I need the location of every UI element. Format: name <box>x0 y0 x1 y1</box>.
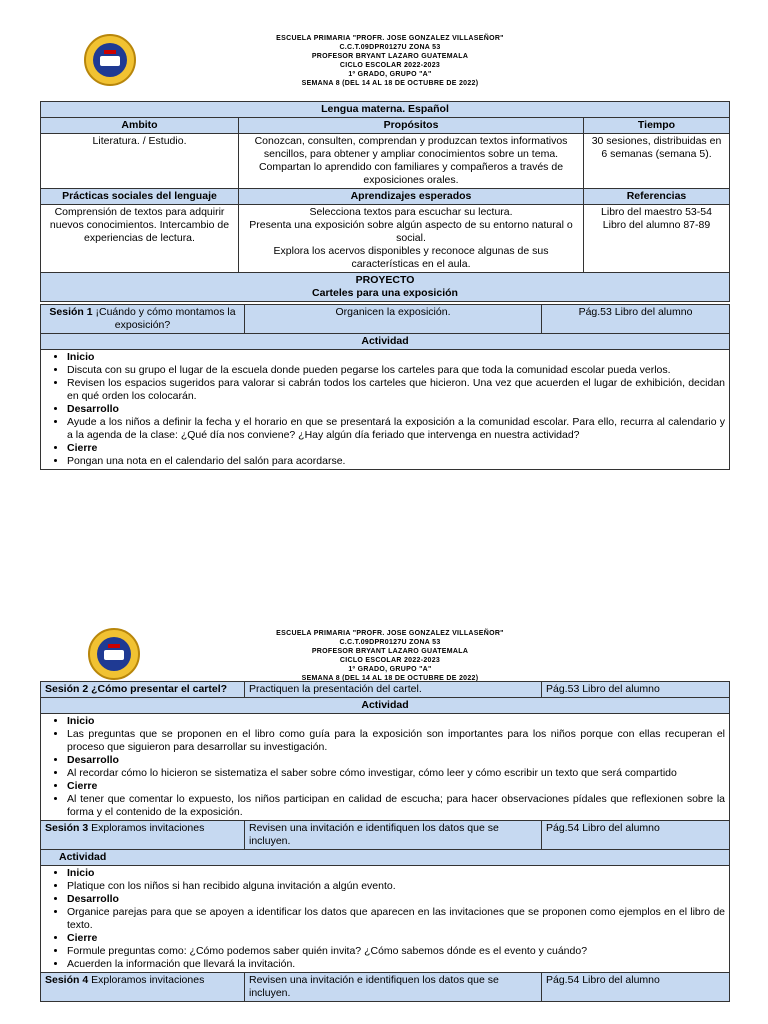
proposito-1: Conozcan, consulten, comprendan y produzcan textos informativos sencillos, para obtener y ampliar conocimientos sobre un tema. <box>254 135 568 160</box>
activity-item: • Ayude a los niños a definir la fecha y el horario en que se presentará la exposición a la comunidad escolar. Para ello, recurra al calendario y a la agenda de la clase: ¿Qué día nos conviene? ¿Hay algún día feriado que intervenga en nuestra actividad? <box>67 416 725 442</box>
cct: C.C.T.09DPR0127U ZONA 53 <box>339 639 441 646</box>
activity-phase: • Desarrollo <box>67 893 725 906</box>
activity-list <box>41 714 730 821</box>
activity-phase: • Desarrollo <box>67 754 725 767</box>
session-4-label: Sesión 4 <box>45 974 89 986</box>
activity-phase: • Cierre <box>67 932 725 945</box>
aprendizajes-header: Aprendizajes esperados <box>239 189 584 205</box>
activity-item: • Discuta con su grupo el lugar de la escuela donde pueden pegarse los carteles para que toda la comunidad escolar pueda verlos. <box>67 364 725 377</box>
activity-item: • Al recordar cómo lo hicieron se sistematiza el saber sobre cómo investigar, cómo leer y cómo escribir un texto que será compartido <box>67 767 725 780</box>
session-4-ref: Pág.54 Libro del alumno <box>542 973 730 1002</box>
activity-item: • Revisen los espacios sugeridos para valorar si cabrán todos los carteles que hicieron. Una vez que acuerden el lugar de exhibición, decidan en qué orden los colocarán. <box>67 377 725 403</box>
page-2 <box>0 620 768 1024</box>
activity-item: • Pongan una nota en el calendario del salón para acordarse. <box>67 455 725 468</box>
activity-phase: • Desarrollo <box>67 403 725 416</box>
grade: 1º GRADO, GRUPO "A" <box>348 666 432 673</box>
practicas-header: Prácticas sociales del lenguaje <box>41 189 239 205</box>
session-2-table <box>40 681 730 1002</box>
activity-item: • Acuerden la información que llevará la invitación. <box>67 958 725 971</box>
cct: C.C.T.09DPR0127U ZONA 53 <box>339 44 441 51</box>
proposito-2: Compartan lo aprendido con familiares y compañeros a través de exposiciones orales. <box>258 161 564 186</box>
page-header <box>180 629 600 683</box>
actividad-header: Actividad <box>41 698 730 714</box>
activity-item: • Platique con los niños si han recibido alguna invitación a algún evento. <box>67 880 725 893</box>
proyecto-header <box>41 273 730 302</box>
proyecto-title: Carteles para una exposición <box>312 287 458 299</box>
activity-phase: • Inicio <box>67 715 725 728</box>
referencias-value <box>584 205 730 273</box>
week: SEMANA 8 (DEL 14 AL 18 DE OCTUBRE DE 2022) <box>301 80 479 87</box>
planning-table <box>40 101 730 302</box>
activity-item: • Organice parejas para que se apoyen a identificar los datos que aparecen en las invitaciones que se proponen como ejemplos en el libro de texto. <box>67 906 725 932</box>
session-1-table <box>40 304 730 470</box>
propositos-value <box>239 134 584 189</box>
tiempo-value: 30 sesiones, distribuidas en 6 semanas (semana 5). <box>584 134 730 189</box>
activity-item: • Las preguntas que se proponen en el libro como guía para la exposición son importantes para los niños porque con ellas recuperan el proceso que siguieron para desarrollar su investigación. <box>67 728 725 754</box>
referencia-1: Libro del maestro 53-54 <box>601 206 712 218</box>
session-4-title <box>41 973 245 1002</box>
session-3-name: Exploramos invitaciones <box>91 822 205 834</box>
cycle: CICLO ESCOLAR 2022-2023 <box>339 657 441 664</box>
ambito-value: Literatura. / Estudio. <box>41 134 239 189</box>
session-2-ref: Pág.53 Libro del alumno <box>542 682 730 698</box>
school-seal-icon <box>88 628 140 680</box>
session-2-purpose: Practiquen la presentación del cartel. <box>245 682 542 698</box>
activity-phase: • Cierre <box>67 442 725 455</box>
session-3-title <box>41 821 245 850</box>
session-1-purpose: Organicen la exposición. <box>245 305 542 334</box>
session-3-ref: Pág.54 Libro del alumno <box>542 821 730 850</box>
referencia-2: Libro del alumno 87-89 <box>602 219 711 231</box>
grade: 1º GRADO, GRUPO "A" <box>348 71 432 78</box>
session-4-name: Exploramos invitaciones <box>91 974 205 986</box>
activity-item: • Formule preguntas como: ¿Cómo podemos saber quién invita? ¿Cómo sabemos dónde es el evento y cuándo? <box>67 945 725 958</box>
subject-title: Lengua materna. Español <box>41 102 730 118</box>
activity-phase: • Cierre <box>67 780 725 793</box>
teacher: PROFESOR BRYANT LAZARO GUATEMALA <box>311 53 469 60</box>
activity-phase: • Inicio <box>67 867 725 880</box>
session-3-label: Sesión 3 <box>45 822 89 834</box>
activity-item: • Al tener que comentar lo expuesto, los niños participan en calidad de escucha; para hacer observaciones pídales que reflexionen sobre la forma y el contenido de la exposición. <box>67 793 725 819</box>
aprendizajes-value <box>239 205 584 273</box>
school-name: ESCUELA PRIMARIA "PROFR. JOSE GONZALEZ VILLASEÑOR" <box>276 35 504 42</box>
session-3-purpose: Revisen una invitación e identifiquen los datos que se incluyen. <box>245 821 542 850</box>
activity-list <box>41 866 730 973</box>
session-1-label: Sesión 1 <box>49 306 93 318</box>
actividad-header: Actividad <box>41 850 730 866</box>
page-header <box>180 34 600 88</box>
session-1-title <box>41 305 245 334</box>
practicas-value: Comprensión de textos para adquirir nuevos conocimientos. Intercambio de experiencias de lectura. <box>41 205 239 273</box>
aprendizaje-3: Explora los acervos disponibles y reconoce algunas de sus características en el aula. <box>273 245 549 270</box>
ambito-header: Ambito <box>41 118 239 134</box>
aprendizaje-1: Selecciona textos para escuchar su lectura. <box>309 206 513 218</box>
activity-phase: • Inicio <box>67 351 725 364</box>
week: SEMANA 8 (DEL 14 AL 18 DE OCTUBRE DE 2022) <box>301 675 479 682</box>
tiempo-header: Tiempo <box>584 118 730 134</box>
cycle: CICLO ESCOLAR 2022-2023 <box>339 62 441 69</box>
session-1-name: ¡Cuándo y cómo montamos la exposición? <box>95 306 236 331</box>
proyecto-label: PROYECTO <box>355 274 415 286</box>
school-name: ESCUELA PRIMARIA "PROFR. JOSE GONZALEZ VILLASEÑOR" <box>276 630 504 637</box>
referencias-header: Referencias <box>584 189 730 205</box>
school-seal-icon <box>84 34 136 86</box>
actividad-header: Actividad <box>41 334 730 350</box>
session-1-ref: Pág.53 Libro del alumno <box>542 305 730 334</box>
session-4-purpose: Revisen una invitación e identifiquen los datos que se incluyen. <box>245 973 542 1002</box>
aprendizaje-2: Presenta una exposición sobre algún aspecto de su entorno natural o social. <box>249 219 573 244</box>
activity-list <box>41 350 730 470</box>
teacher: PROFESOR BRYANT LAZARO GUATEMALA <box>311 648 469 655</box>
propositos-header: Propósitos <box>239 118 584 134</box>
session-2-title: Sesión 2 ¿Cómo presentar el cartel? <box>41 682 245 698</box>
